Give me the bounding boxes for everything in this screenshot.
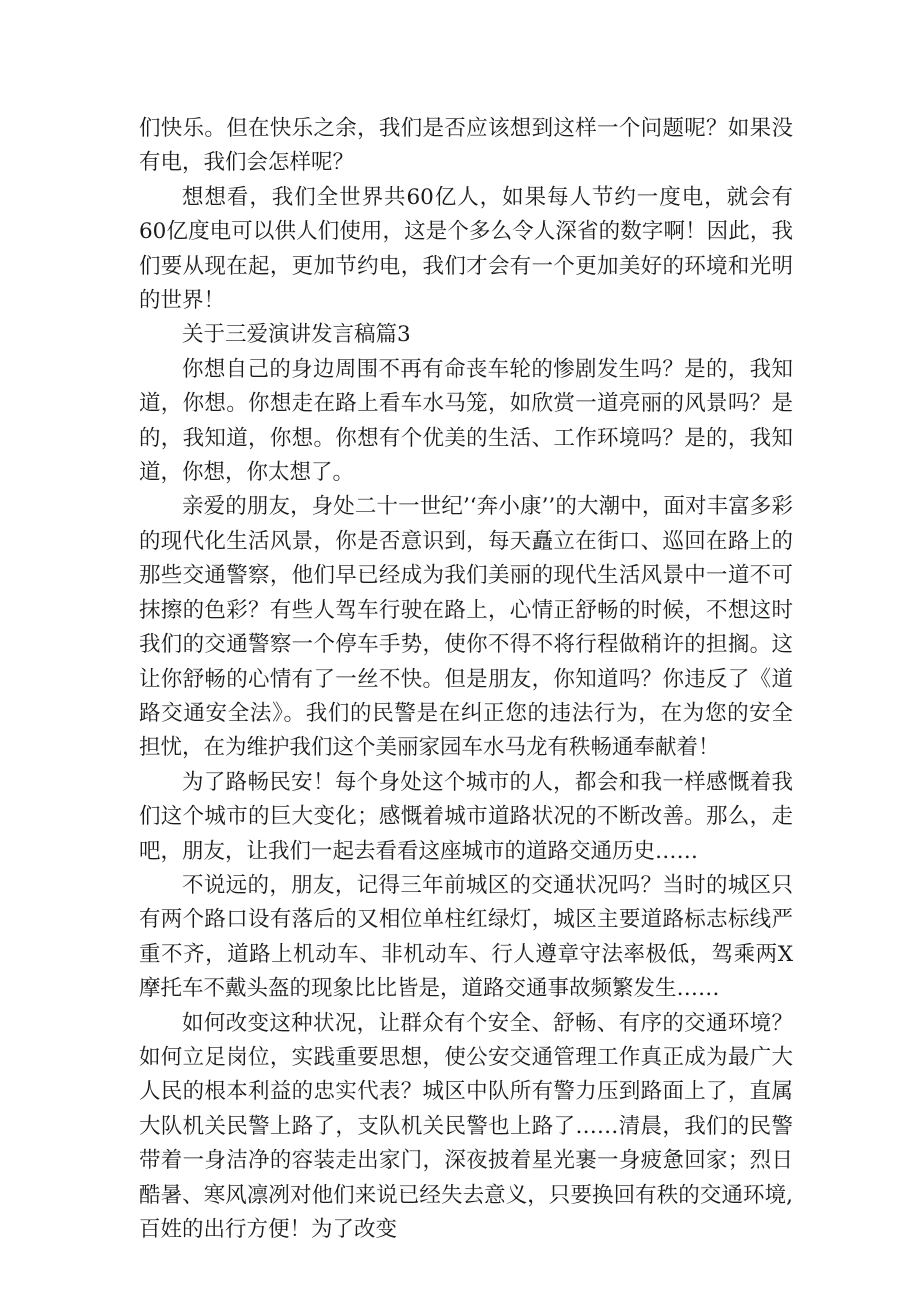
paragraph-save-electricity: 想想看，我们全世界共60亿人，如果每人节约一度电，就会有60亿度电可以供人们使用，这是个多么令人深省的数字啊！因此，我们要从现在起，更加节约电，我们才会有一个更加美好的环境和光明的世界！ xyxy=(139,184,793,314)
paragraph-dear-friend: 亲爱的朋友，身处二十一世纪’‘奔小康’’的大潮中，面对丰富多彩的现代化生活风景，你是否意识到，每天矗立在街口、巡回在路上的那些交通警察，他们早已经成为我们美丽的现代生活风景中一道不可抹擦的色彩？有些人驾车行驶在路上，心情正舒畅的时候，不想这时我们的交通警察一个停车手势，使你不得不将行程做稍许的担搁。这让你舒畅的心情有了一丝不快。但是朋友，你知道吗？你违反了《道路交通安全法》。我们的民警是在纠正您的违法行为，在为您的安全担忧，在为维护我们这个美丽家园车水马龙有秩畅通奉献着！ xyxy=(139,494,793,761)
document-body xyxy=(139,112,793,1247)
paragraph-you-want: 你想自己的身边周围不再有命丧车轮的惨剧发生吗？是的，我知道，你想。你想走在路上看车水马笼，如欣赏一道亮丽的风景吗？是的，我知道，你想。你想有个优美的生活、工作环境吗？是的，我知道，你想，你太想了。 xyxy=(139,356,793,486)
section-heading: 关于三爱演讲发言稿篇3 xyxy=(182,322,411,348)
paragraph-three-years-ago: 不说远的，朋友，记得三年前城区的交通状况吗？当时的城区只有两个路口设有落后的又相位单柱红绿灯，城区主要道路标志标线严重不齐，道路上机动车、非机动车、行人遵章守法率极低，驾乘两X摩托车不戴头盔的现象比比皆是，道路交通事故频繁发生…… xyxy=(139,872,793,1002)
paragraph-road-safety: 为了路畅民安！每个身处这个城市的人，都会和我一样感慨着我们这个城市的巨大变化；感慨着城市道路状况的不断改善。那么，走吧，朋友，让我们一起去看看这座城市的道路交通历史…… xyxy=(139,769,793,864)
paragraph-continuation: 们快乐。但在快乐之余，我们是否应该想到这样一个问题呢？如果没有电，我们会怎样呢？ xyxy=(139,116,793,176)
paragraph-how-to-change: 如何改变这种状况，让群众有个安全、舒畅、有序的交通环境？如何立足岗位，实践重要思想，使公安交通管理工作真正成为最广大人民的根本利益的忠实代表？城区中队所有警力压到路面上了，直属大队机关民警上路了，支队机关民警也上路了……清晨，我们的民警带着一身洁净的容装走出家门，深夜披着星光裹一身疲惫回家；烈日酷暑、寒风凛冽对他们来说已经失去意义，只要换回有秩的交通环境,百姓的出行方便！为了改变 xyxy=(139,1010,793,1242)
